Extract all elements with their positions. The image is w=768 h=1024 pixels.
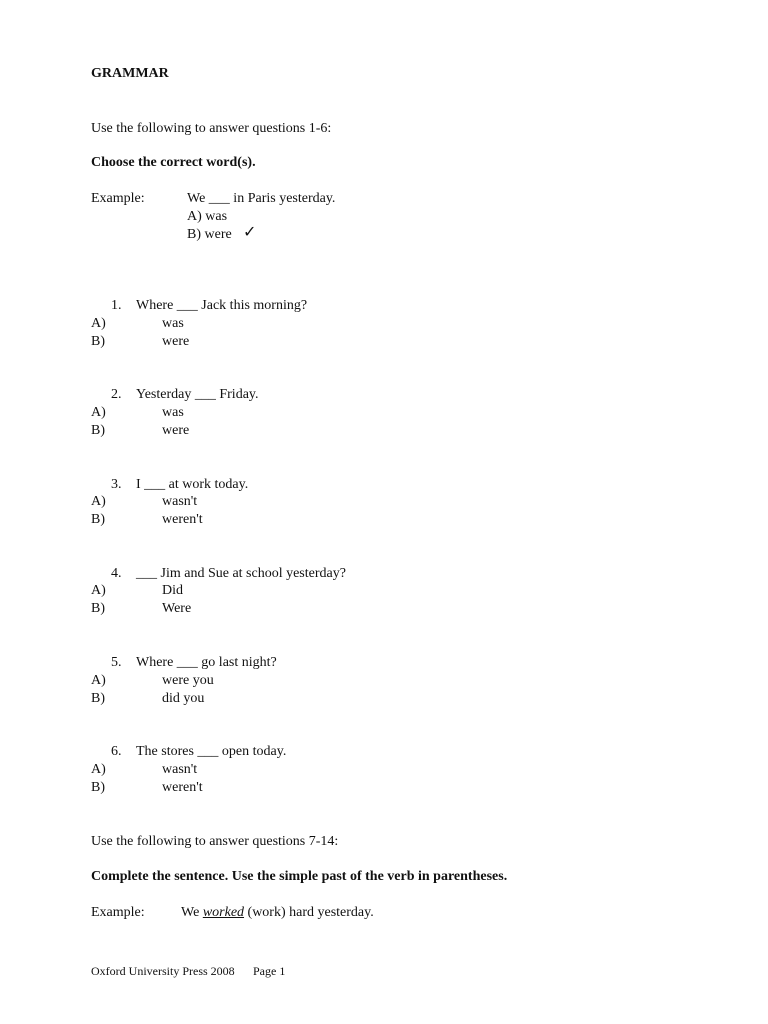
question-number: 1. xyxy=(111,298,122,313)
option-letter-a: A) xyxy=(91,316,106,331)
option-text-b: were xyxy=(162,423,190,438)
question-number: 3. xyxy=(111,477,122,492)
option-text-b: weren't xyxy=(162,512,203,527)
option-letter-b: B) xyxy=(91,334,105,349)
example-2-sentence xyxy=(181,904,374,922)
option-letter-b: B) xyxy=(91,423,105,438)
footer-page-number: Page 1 xyxy=(253,964,286,978)
example-2-suffix: (work) hard yesterday. xyxy=(247,905,374,920)
question-text: Yesterday ___ Friday. xyxy=(136,387,259,402)
section-2-instruction: Use the following to answer questions 7-14: xyxy=(91,834,339,849)
option-text-a: Did xyxy=(162,583,183,598)
question-number: 5. xyxy=(111,655,122,670)
example-2-prefix: We xyxy=(181,905,200,920)
section-1-directive: Choose the correct word(s). xyxy=(91,155,256,170)
checkmark-icon: ✓ xyxy=(243,222,257,241)
option-text-b: were xyxy=(162,334,190,349)
option-text-a: was xyxy=(162,405,184,420)
footer-publisher: Oxford University Press 2008 xyxy=(91,964,235,978)
option-text-b: Were xyxy=(162,601,192,616)
question-number: 4. xyxy=(111,566,122,581)
section-2-directive: Complete the sentence. Use the simple past of the verb in parentheses. xyxy=(91,869,508,884)
option-text-b: did you xyxy=(162,691,205,706)
option-letter-b: B) xyxy=(91,601,105,616)
question-number: 6. xyxy=(111,744,122,759)
example-2-answer: worked xyxy=(202,905,245,920)
question-text: ___ Jim and Sue at school yesterday? xyxy=(136,566,346,581)
example-option-b: B) were xyxy=(187,227,232,242)
option-text-a: wasn't xyxy=(162,762,198,777)
question-text: Where ___ Jack this morning? xyxy=(136,298,308,313)
option-letter-a: A) xyxy=(91,583,106,598)
option-letter-b: B) xyxy=(91,691,105,706)
example-sentence: We ___ in Paris yesterday. xyxy=(187,191,336,206)
option-letter-a: A) xyxy=(91,673,106,688)
option-letter-a: A) xyxy=(91,494,106,509)
option-text-a: was xyxy=(162,316,184,331)
section-1-instruction: Use the following to answer questions 1-6: xyxy=(91,121,332,136)
question-text: Where ___ go last night? xyxy=(136,655,277,670)
option-letter-a: A) xyxy=(91,405,106,420)
question-number: 2. xyxy=(111,387,122,402)
option-text-a: wasn't xyxy=(162,494,198,509)
example-2-label: Example: xyxy=(91,905,145,920)
option-letter-b: B) xyxy=(91,780,105,795)
option-text-a: were you xyxy=(162,673,214,688)
example-option-a: A) was xyxy=(187,209,228,224)
example-label: Example: xyxy=(91,191,145,206)
option-text-b: weren't xyxy=(162,780,203,795)
question-text: The stores ___ open today. xyxy=(136,744,287,759)
question-text: I ___ at work today. xyxy=(136,477,249,492)
page-title: GRAMMAR xyxy=(91,66,169,81)
option-letter-b: B) xyxy=(91,512,105,527)
option-letter-a: A) xyxy=(91,762,106,777)
